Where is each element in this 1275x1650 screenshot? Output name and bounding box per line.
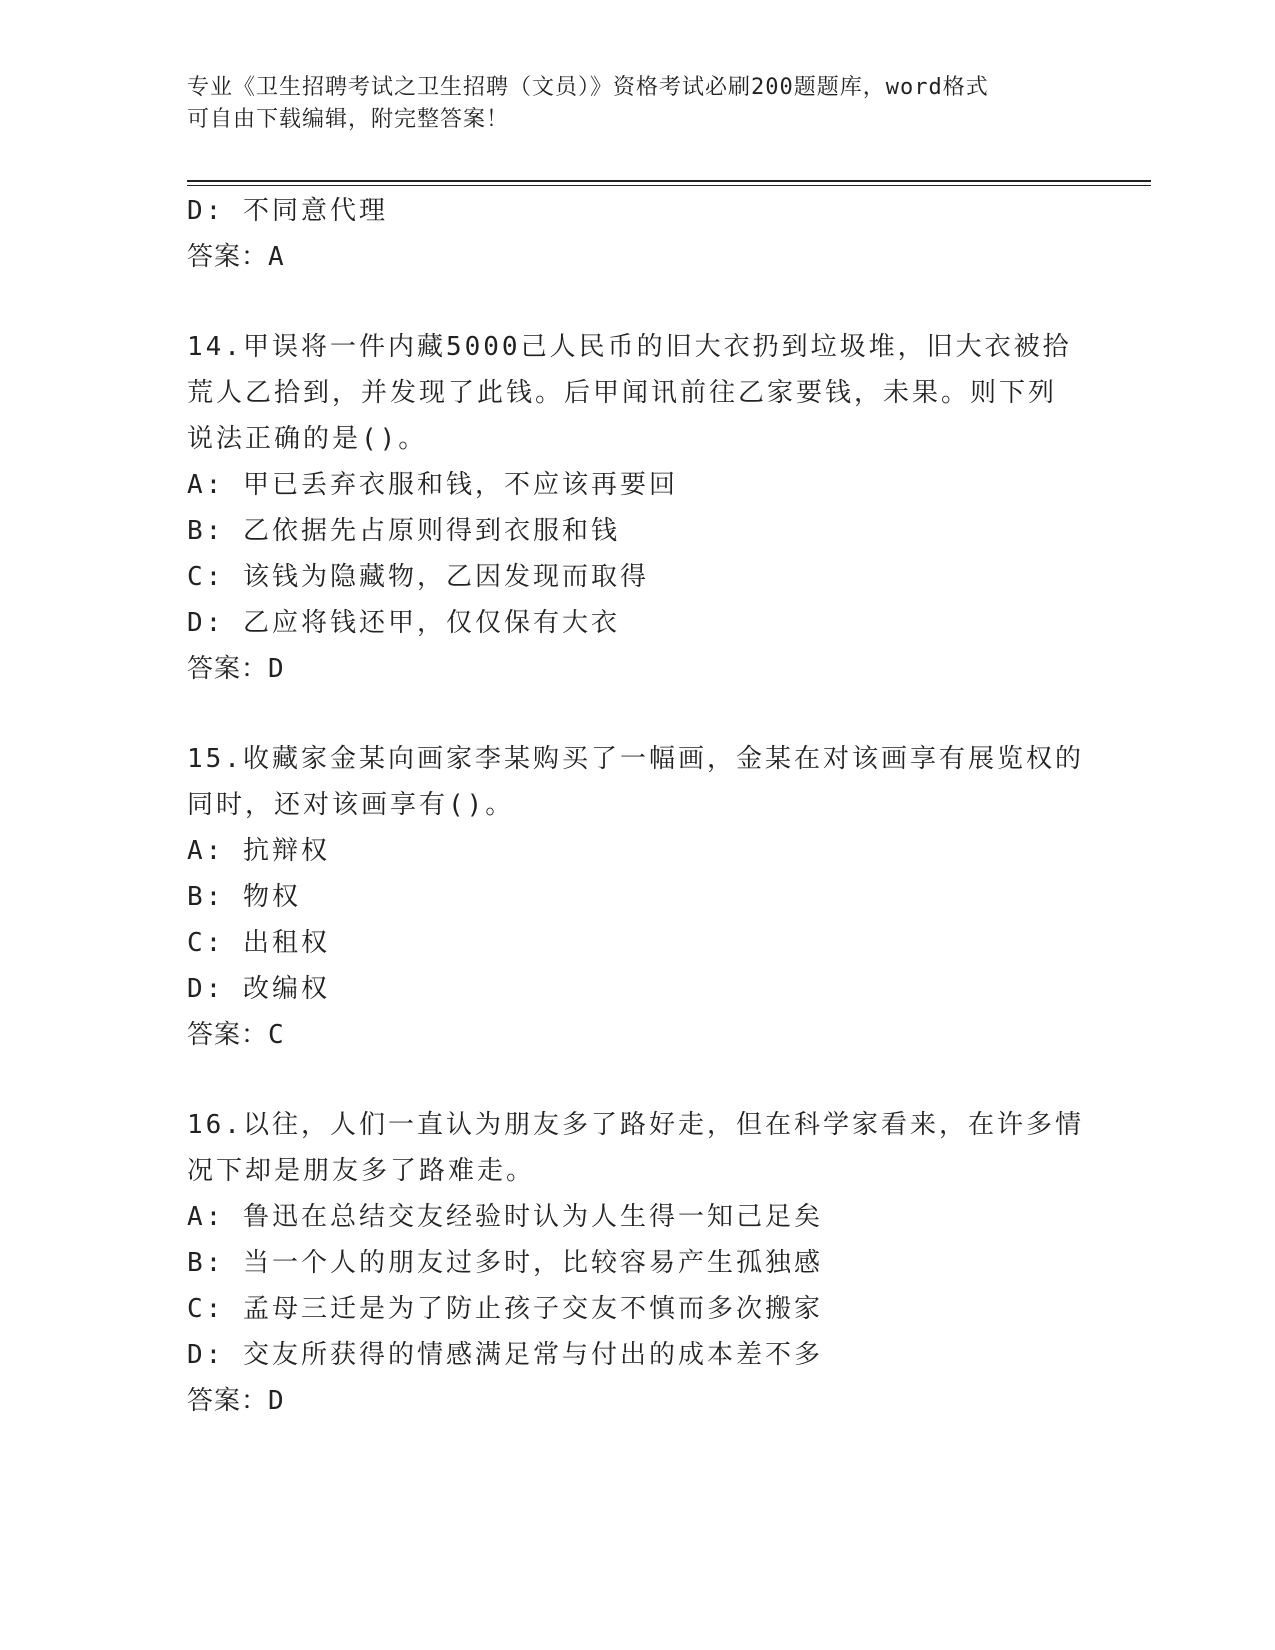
- document-header: [187, 72, 1067, 136]
- question-stem: 14.甲误将一件内藏5000己人民币的旧大衣扔到垃圾堆，旧大衣被拾: [187, 332, 1072, 362]
- option-d: D: 不同意代理: [187, 196, 388, 226]
- question-stem: 况下却是朋友多了路难走。: [187, 1156, 536, 1186]
- option-b: B: 乙依据先占原则得到衣服和钱: [187, 516, 620, 546]
- header-line-2: 可自由下载编辑，附完整答案！: [187, 107, 510, 132]
- question-block: [187, 1102, 1107, 1424]
- header-divider: [187, 180, 1151, 186]
- answer-line: 答案：D: [187, 1386, 285, 1416]
- option-c: C: 该钱为隐藏物，乙因发现而取得: [187, 562, 649, 592]
- option-d: D: 改编权: [187, 974, 330, 1004]
- option-a: A: 抗辩权: [187, 836, 330, 866]
- option-a: A: 甲已丢弃衣服和钱，不应该再要回: [187, 470, 678, 500]
- option-c: C: 孟母三迁是为了防止孩子交友不慎而多次搬家: [187, 1294, 823, 1324]
- option-d: D: 交友所获得的情感满足常与付出的成本差不多: [187, 1340, 823, 1370]
- option-a: A: 鲁迅在总结交友经验时认为人生得一知己足矣: [187, 1202, 823, 1232]
- question-stem: 15.收藏家金某向画家李某购买了一幅画，金某在对该画享有展览权的: [187, 744, 1084, 774]
- answer-line: 答案：D: [187, 654, 285, 684]
- header-line-1: 专业《卫生招聘考试之卫生招聘（文员）》资格考试必刷200题题库，word格式: [187, 75, 989, 100]
- option-b: B: 当一个人的朋友过多时，比较容易产生孤独感: [187, 1248, 823, 1278]
- option-b: B: 物权: [187, 882, 301, 912]
- answer-line: 答案：C: [187, 1020, 285, 1050]
- question-block: [187, 736, 1107, 1058]
- question-content: [187, 188, 1107, 1424]
- option-c: C: 出租权: [187, 928, 330, 958]
- option-d: D: 乙应将钱还甲，仅仅保有大衣: [187, 608, 620, 638]
- question-stem: 说法正确的是()。: [187, 424, 428, 454]
- question-stem: 同时，还对该画享有()。: [187, 790, 515, 820]
- question-block: [187, 324, 1107, 692]
- question-stem: 16.以往，人们一直认为朋友多了路好走，但在科学家看来，在许多情: [187, 1110, 1084, 1140]
- question-stem: 荒人乙拾到，并发现了此钱。后甲闻讯前往乙家要钱，未果。则下列: [187, 378, 1058, 408]
- answer-line: 答案：A: [187, 242, 285, 272]
